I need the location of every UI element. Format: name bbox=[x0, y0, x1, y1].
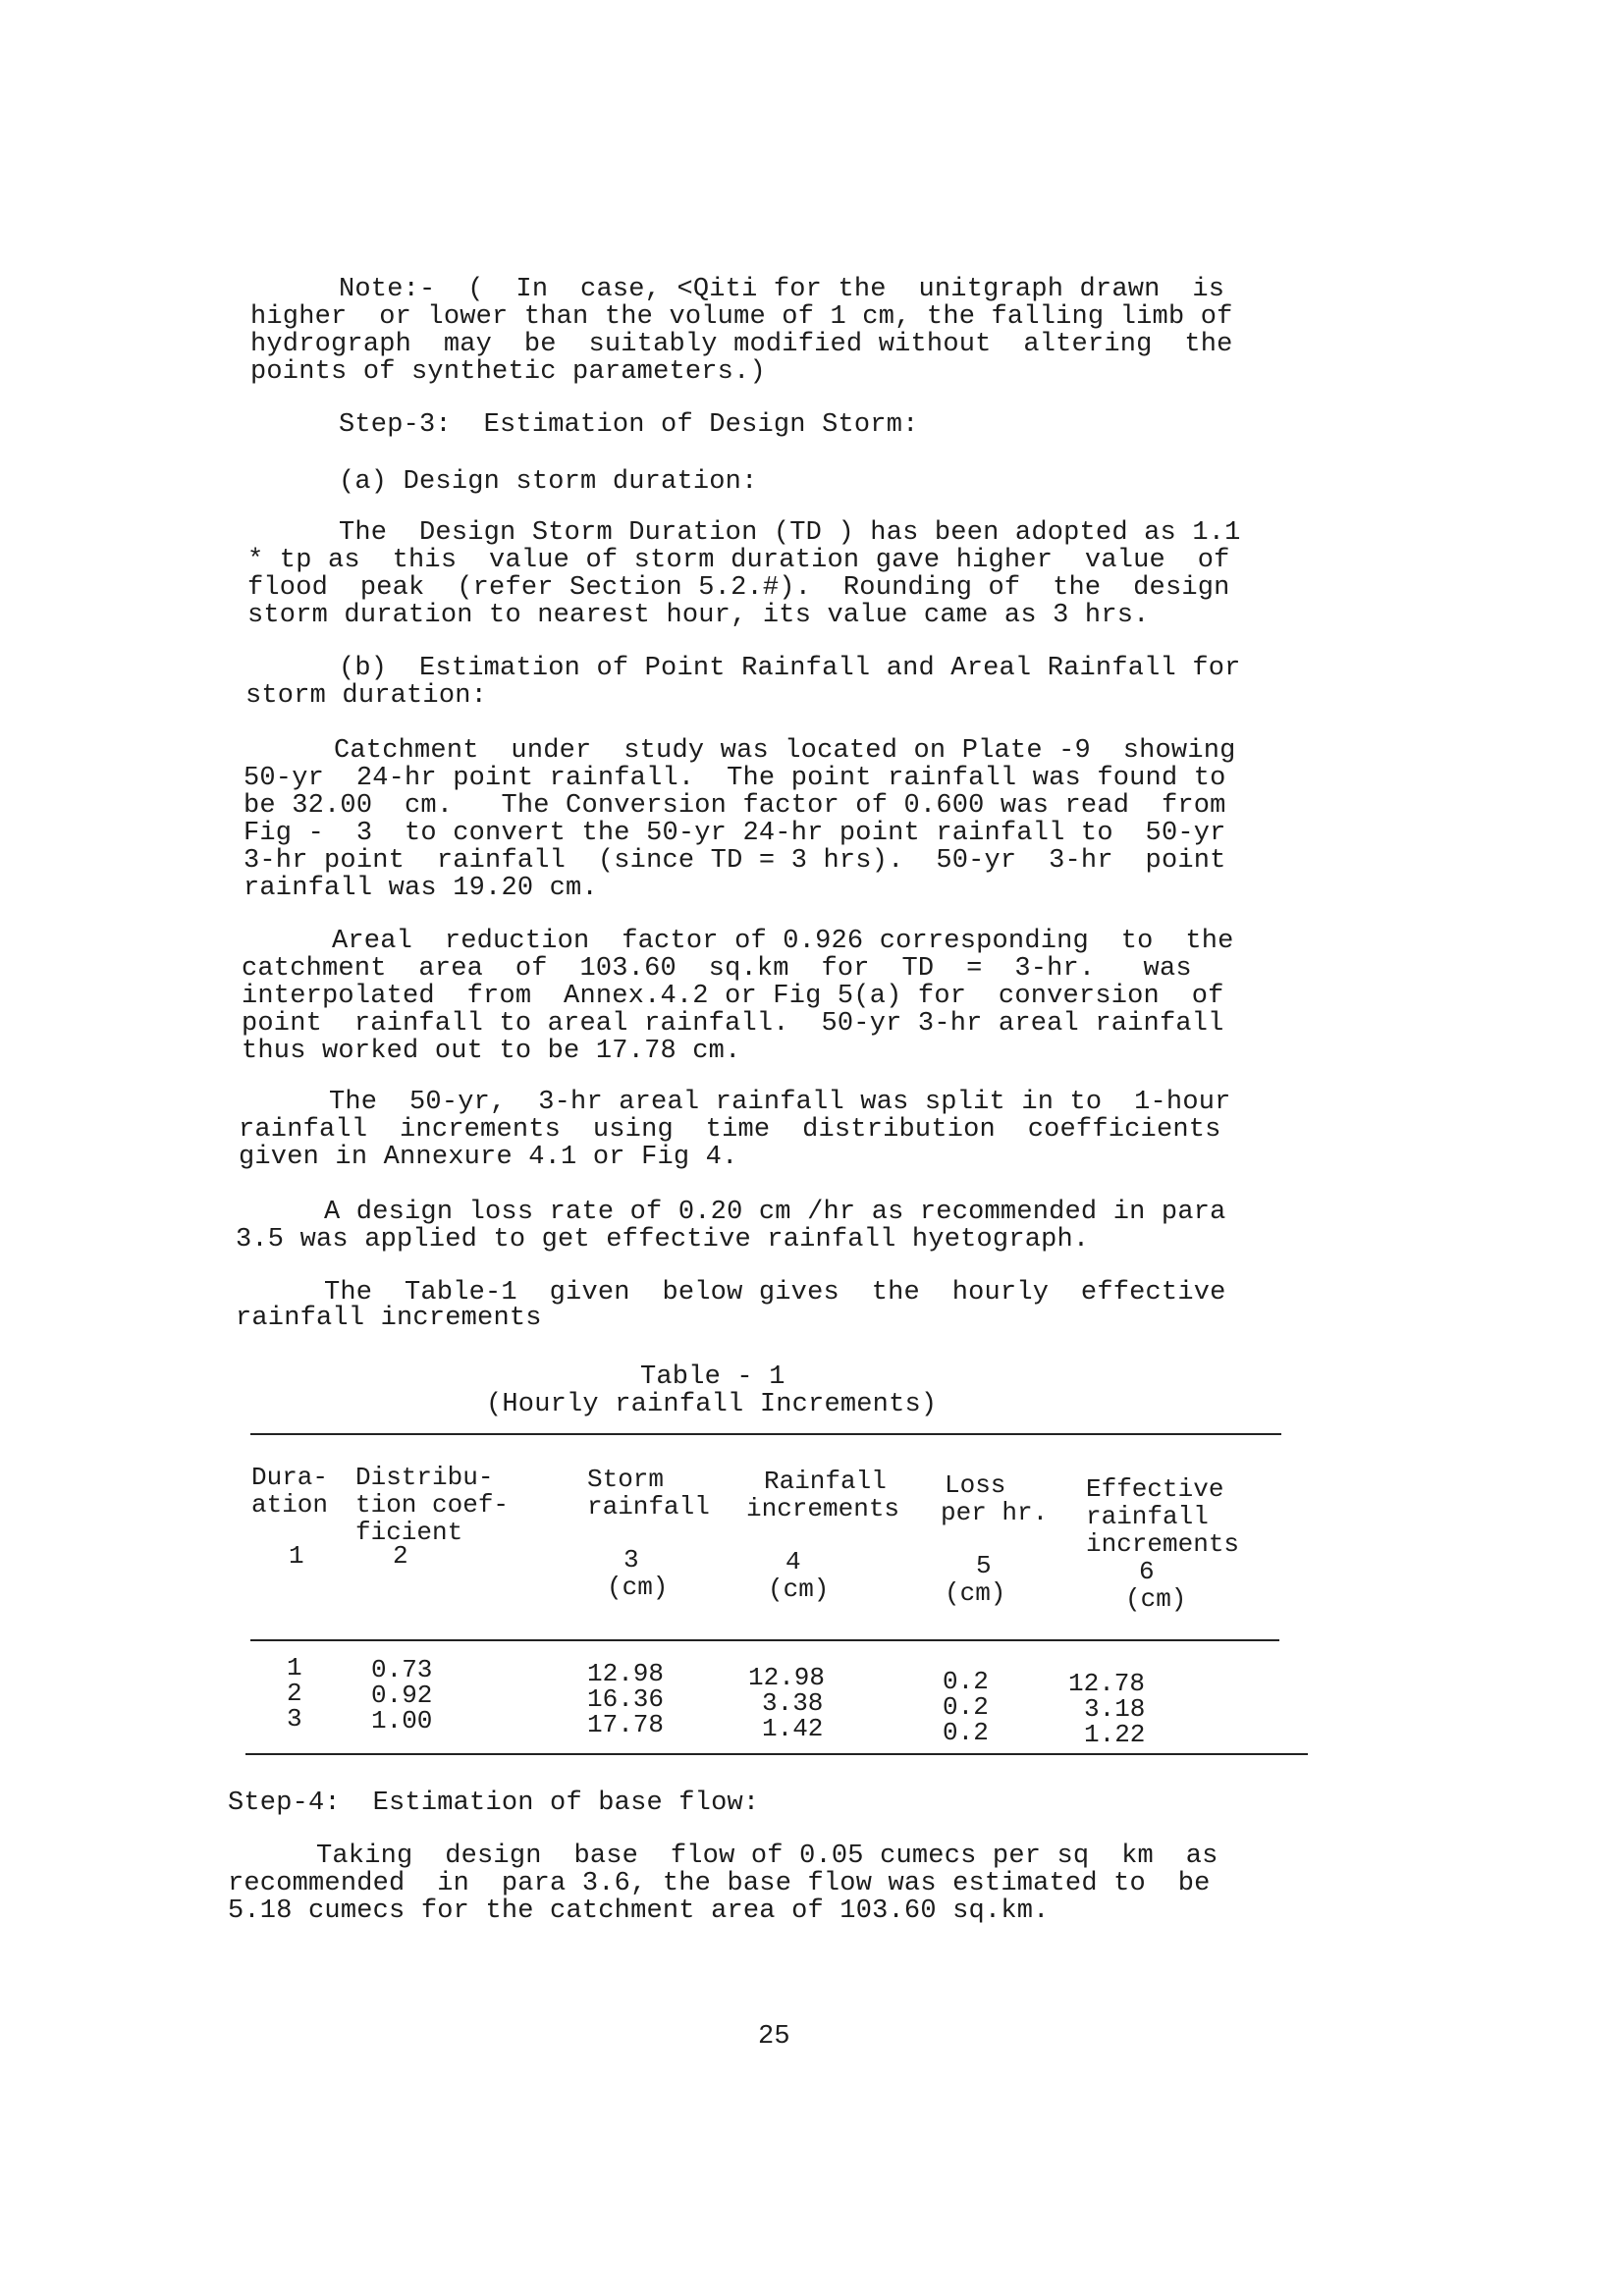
header-unit: (cm) bbox=[1125, 1584, 1187, 1614]
para-line: * tp as this value of storm duration gave higher value of bbox=[247, 546, 1230, 575]
para-line: 5.18 cumecs for the catchment area of 103.60 sq.km. bbox=[228, 1896, 1050, 1926]
header-num: 2 bbox=[393, 1541, 408, 1571]
header-num: 1 bbox=[289, 1541, 304, 1571]
table-cell: 0.2 bbox=[943, 1718, 989, 1747]
table-top-rule bbox=[250, 1433, 1281, 1435]
table-cell: 0.2 bbox=[943, 1692, 989, 1722]
para-line: storm duration to nearest hour, its value came as 3 hrs. bbox=[247, 601, 1150, 630]
header-cell: ficient bbox=[355, 1518, 463, 1547]
header-cell: ation bbox=[251, 1490, 329, 1520]
table-cell: 12.78 bbox=[1068, 1669, 1146, 1698]
header-unit: (cm) bbox=[607, 1573, 669, 1602]
note-line: hydrograph may be suitably modified without altering the bbox=[250, 330, 1233, 359]
header-cell: increments bbox=[1086, 1529, 1240, 1559]
header-cell: Distribu- bbox=[355, 1463, 494, 1492]
page-number: 25 bbox=[758, 2022, 790, 2052]
table-cell: 17.78 bbox=[587, 1710, 665, 1739]
para-line: rainfall increments bbox=[236, 1304, 542, 1333]
note-line: points of synthetic parameters.) bbox=[250, 357, 766, 387]
para-line: 50-yr 24-hr point rainfall. The point rainfall was found to bbox=[244, 764, 1226, 793]
header-cell: Dura- bbox=[251, 1463, 329, 1492]
table-cell: 0.92 bbox=[371, 1681, 433, 1710]
table-cell: 0.2 bbox=[943, 1667, 989, 1696]
table-cell: 2 bbox=[287, 1679, 302, 1708]
table-title: Table - 1 bbox=[640, 1362, 785, 1392]
note-line: Note:- ( In case, <Qiti for the unitgraph drawn is bbox=[339, 275, 1225, 304]
para-line: Taking design base flow of 0.05 cumecs per sq km as bbox=[316, 1842, 1218, 1871]
header-cell: Storm bbox=[587, 1465, 665, 1494]
para-line: flood peak (refer Section 5.2.#). Rounding of the design bbox=[247, 573, 1230, 603]
step4-heading: Step-4: Estimation of base flow: bbox=[228, 1789, 760, 1818]
header-num: 3 bbox=[623, 1545, 639, 1575]
header-num: 5 bbox=[976, 1551, 992, 1580]
table-subtitle: (Hourly rainfall Increments) bbox=[486, 1390, 938, 1419]
para-line: be 32.00 cm. The Conversion factor of 0.600 was read from bbox=[244, 791, 1226, 821]
table-cell: 12.98 bbox=[587, 1659, 665, 1688]
table-cell: 1.00 bbox=[371, 1706, 433, 1735]
para-line: thus worked out to be 17.78 cm. bbox=[242, 1037, 741, 1066]
para-line: rainfall increments using time distribution coefficients bbox=[239, 1115, 1221, 1145]
header-cell: rainfall bbox=[587, 1492, 710, 1522]
para-line: rainfall was 19.20 cm. bbox=[244, 874, 598, 903]
table-bottom-rule bbox=[245, 1753, 1308, 1755]
para-line: interpolated from Annex.4.2 or Fig 5(a) for conversion of bbox=[242, 982, 1224, 1011]
para-line: The Design Storm Duration (TD ) has been adopted as 1.1 bbox=[339, 518, 1241, 548]
header-cell: rainfall bbox=[1086, 1502, 1209, 1531]
sub-b-line: storm duration: bbox=[245, 681, 488, 711]
table-cell: 0.73 bbox=[371, 1655, 433, 1684]
para-line: The 50-yr, 3-hr areal rainfall was split in to 1-hour bbox=[329, 1088, 1231, 1117]
para-line: 3-hr point rainfall (since TD = 3 hrs). 50-yr 3-hr point bbox=[244, 846, 1226, 876]
para-line: Fig - 3 to convert the 50-yr 24-hr point rainfall to 50-yr bbox=[244, 819, 1226, 848]
para-line: recommended in para 3.6, the base flow was estimated to be bbox=[228, 1869, 1211, 1898]
header-cell: per hr. bbox=[941, 1498, 1049, 1527]
table-cell: 3 bbox=[287, 1704, 302, 1734]
table-cell: 16.36 bbox=[587, 1684, 665, 1714]
note-line: higher or lower than the volume of 1 cm, the falling limb of bbox=[250, 302, 1233, 332]
table-header-rule bbox=[250, 1639, 1279, 1641]
header-cell: increments bbox=[746, 1494, 900, 1523]
table-cell: 3.18 bbox=[1084, 1694, 1146, 1724]
table-cell: 1.22 bbox=[1084, 1720, 1146, 1749]
step3-heading: Step-3: Estimation of Design Storm: bbox=[339, 410, 919, 440]
header-unit: (cm) bbox=[768, 1575, 830, 1604]
header-cell: Rainfall bbox=[764, 1467, 887, 1496]
para-line: point rainfall to areal rainfall. 50-yr 3-hr areal rainfall bbox=[242, 1009, 1224, 1039]
para-line: Catchment under study was located on Plate -9 showing bbox=[334, 736, 1236, 766]
para-line: 3.5 was applied to get effective rainfall hyetograph. bbox=[236, 1225, 1090, 1255]
header-cell: tion coef- bbox=[355, 1490, 510, 1520]
header-cell: Loss bbox=[945, 1470, 1006, 1500]
header-num: 6 bbox=[1139, 1557, 1155, 1586]
para-line: A design loss rate of 0.20 cm /hr as recommended in para bbox=[324, 1198, 1226, 1227]
header-cell: Effective bbox=[1086, 1474, 1224, 1504]
sub-b-line: (b) Estimation of Point Rainfall and Areal Rainfall for bbox=[339, 654, 1241, 683]
header-unit: (cm) bbox=[945, 1578, 1006, 1608]
para-line: given in Annexure 4.1 or Fig 4. bbox=[239, 1143, 738, 1172]
table-cell: 12.98 bbox=[748, 1663, 826, 1692]
step3-sub-a: (a) Design storm duration: bbox=[339, 467, 758, 497]
table-cell: 1 bbox=[287, 1653, 302, 1682]
table-cell: 1.42 bbox=[762, 1714, 824, 1743]
para-line: The Table-1 given below gives the hourly effective bbox=[324, 1278, 1226, 1308]
header-num: 4 bbox=[785, 1547, 801, 1576]
para-line: catchment area of 103.60 sq.km for TD = 3-hr. was bbox=[242, 954, 1192, 984]
para-line: Areal reduction factor of 0.926 corresponding to the bbox=[332, 927, 1234, 956]
table-cell: 3.38 bbox=[762, 1688, 824, 1718]
